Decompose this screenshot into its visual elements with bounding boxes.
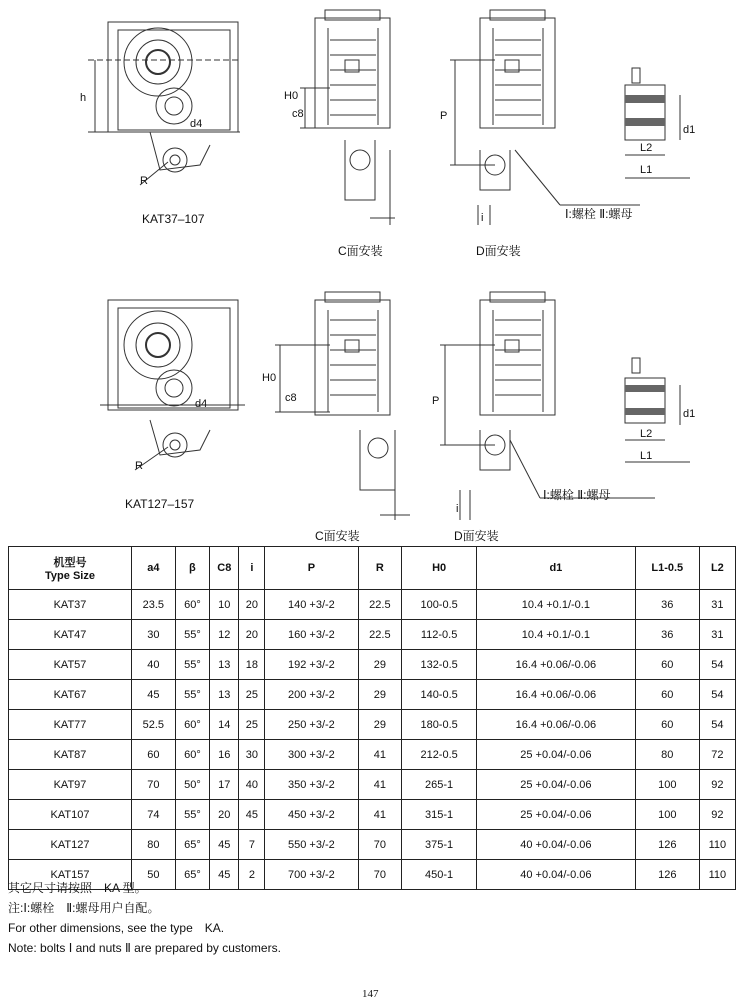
table-cell: 36 xyxy=(635,590,699,620)
table-row xyxy=(9,710,736,740)
table-cell: 200 +3/-2 xyxy=(265,680,358,710)
table-row xyxy=(9,650,736,680)
table-cell: 16.4 +0.06/-0.06 xyxy=(476,710,635,740)
table-cell: 16.4 +0.06/-0.06 xyxy=(476,680,635,710)
table-cell: 110 xyxy=(699,860,735,890)
table-cell: 192 +3/-2 xyxy=(265,650,358,680)
table-row xyxy=(9,680,736,710)
table-cell: 40 +0.04/-0.06 xyxy=(476,830,635,860)
table-cell: 30 xyxy=(132,620,176,650)
table-cell: 132-0.5 xyxy=(402,650,477,680)
table-cell: 29 xyxy=(358,710,402,740)
col-header: i xyxy=(239,547,265,590)
table-cell: 450 +3/-2 xyxy=(265,800,358,830)
col-header: L1-0.5 xyxy=(635,547,699,590)
bolt-note-top: Ⅰ:螺栓 Ⅱ:螺母 xyxy=(565,207,633,221)
c-view-top xyxy=(300,10,395,225)
dim-h0-top: H0 xyxy=(284,90,299,102)
table-cell: 13 xyxy=(210,680,239,710)
dim-l1-top: L1 xyxy=(640,164,653,176)
table-cell: 45 xyxy=(239,800,265,830)
table-cell: 60 xyxy=(635,710,699,740)
table-cell: 29 xyxy=(358,680,402,710)
table-cell: 25 xyxy=(239,680,265,710)
table-cell: 17 xyxy=(210,770,239,800)
col-header: H0 xyxy=(402,547,477,590)
table-cell: 65° xyxy=(175,830,209,860)
dim-r-bottom: R xyxy=(135,460,143,472)
dim-d1-bottom: d1 xyxy=(683,408,696,420)
table-cell: KAT47 xyxy=(9,620,132,650)
table-cell: 41 xyxy=(358,740,402,770)
table-cell: 40 xyxy=(239,770,265,800)
figure-caption-top: KAT37–107 xyxy=(142,212,205,226)
footnotes xyxy=(8,878,281,958)
table-cell: 350 +3/-2 xyxy=(265,770,358,800)
table-cell: 60 xyxy=(132,740,176,770)
table-cell: 70 xyxy=(132,770,176,800)
dim-l2-bottom: L2 xyxy=(640,428,653,440)
table-cell: 54 xyxy=(699,650,735,680)
table-cell: 10.4 +0.1/-0.1 xyxy=(476,590,635,620)
table-cell: 92 xyxy=(699,770,735,800)
table-row xyxy=(9,770,736,800)
table-cell: 25 +0.04/-0.06 xyxy=(476,740,635,770)
table-cell: 140-0.5 xyxy=(402,680,477,710)
table-cell: 25 +0.04/-0.06 xyxy=(476,770,635,800)
table-cell: KAT157 xyxy=(9,860,132,890)
table-cell: 16 xyxy=(210,740,239,770)
table-cell: 140 +3/-2 xyxy=(265,590,358,620)
table-cell: 180-0.5 xyxy=(402,710,477,740)
table-cell: 55° xyxy=(175,620,209,650)
table-cell: 13 xyxy=(210,650,239,680)
table-cell: 70 xyxy=(358,860,402,890)
table-cell: 160 +3/-2 xyxy=(265,620,358,650)
table-cell: 45 xyxy=(132,680,176,710)
table-cell: 40 xyxy=(132,650,176,680)
table-cell: 22.5 xyxy=(358,620,402,650)
table-cell: 50° xyxy=(175,770,209,800)
table-cell: KAT77 xyxy=(9,710,132,740)
table-cell: 60 xyxy=(635,680,699,710)
table-cell: 22.5 xyxy=(358,590,402,620)
dimension-table xyxy=(8,546,736,890)
table-row xyxy=(9,590,736,620)
table-cell: 212-0.5 xyxy=(402,740,477,770)
table-cell: KAT37 xyxy=(9,590,132,620)
table-cell: 100-0.5 xyxy=(402,590,477,620)
dim-h-top: h xyxy=(80,92,87,104)
table-cell: 300 +3/-2 xyxy=(265,740,358,770)
table-cell: 18 xyxy=(239,650,265,680)
note-line: 其它尺寸请按照 KA 型。 xyxy=(8,881,147,895)
table-cell: 55° xyxy=(175,680,209,710)
col-header: P xyxy=(265,547,358,590)
col-header: 机型号 Type Size xyxy=(9,547,132,590)
table-cell: 2 xyxy=(239,860,265,890)
dim-d4-bottom: d4 xyxy=(195,398,208,410)
table-cell: 54 xyxy=(699,680,735,710)
table-cell: 41 xyxy=(358,800,402,830)
table-cell: 80 xyxy=(132,830,176,860)
bolt-note-bottom: Ⅰ:螺栓 Ⅱ:螺母 xyxy=(543,488,611,502)
table-cell: 12 xyxy=(210,620,239,650)
table-cell: KAT107 xyxy=(9,800,132,830)
table-cell: 20 xyxy=(239,590,265,620)
table-cell: 92 xyxy=(699,800,735,830)
col-header: R xyxy=(358,547,402,590)
table-cell: 74 xyxy=(132,800,176,830)
dim-l2-top: L2 xyxy=(640,142,653,154)
table-cell: 20 xyxy=(210,800,239,830)
table-cell: 16.4 +0.06/-0.06 xyxy=(476,650,635,680)
table-cell: 60° xyxy=(175,710,209,740)
table-header-row xyxy=(9,547,736,590)
view-c-label-bottom: C面安装 xyxy=(315,529,360,543)
table-cell: 20 xyxy=(239,620,265,650)
table-cell: 54 xyxy=(699,710,735,740)
table-cell: 31 xyxy=(699,590,735,620)
table-cell: 80 xyxy=(635,740,699,770)
col-header: a4 xyxy=(132,547,176,590)
table-cell: 315-1 xyxy=(402,800,477,830)
table-row xyxy=(9,620,736,650)
c-view-bottom xyxy=(275,292,410,520)
table-cell: 72 xyxy=(699,740,735,770)
table-cell: 60 xyxy=(635,650,699,680)
dim-c8-bottom: c8 xyxy=(285,392,297,404)
view-d-label-bottom: D面安装 xyxy=(454,529,499,543)
table-cell: 36 xyxy=(635,620,699,650)
col-header: C8 xyxy=(210,547,239,590)
view-c-label-top: C面安装 xyxy=(338,244,383,258)
gear-side-view-top xyxy=(88,22,240,185)
table-cell: 100 xyxy=(635,770,699,800)
table-cell: 450-1 xyxy=(402,860,477,890)
table-cell: 60° xyxy=(175,590,209,620)
table-cell: 31 xyxy=(699,620,735,650)
table-cell: KAT67 xyxy=(9,680,132,710)
col-header: β xyxy=(175,547,209,590)
bushing-detail-bottom xyxy=(625,358,690,462)
col-header: d1 xyxy=(476,547,635,590)
table-cell: 52.5 xyxy=(132,710,176,740)
note-line: For other dimensions, see the type KA. xyxy=(8,921,225,935)
table-cell: 30 xyxy=(239,740,265,770)
table-cell: 10.4 +0.1/-0.1 xyxy=(476,620,635,650)
table-row xyxy=(9,800,736,830)
table-cell: KAT127 xyxy=(9,830,132,860)
dim-d4-top: d4 xyxy=(190,118,203,130)
page-number: 147 xyxy=(362,988,379,1000)
table-cell: 45 xyxy=(210,830,239,860)
dim-l1-bottom: L1 xyxy=(640,450,653,462)
note-line: Note: bolts Ⅰ and nuts Ⅱ are prepared by customers. xyxy=(8,941,281,955)
dim-i-bottom: i xyxy=(456,503,459,515)
table-cell: 55° xyxy=(175,650,209,680)
table-cell: 375-1 xyxy=(402,830,477,860)
dim-p-top: P xyxy=(440,110,448,122)
d-view-top xyxy=(450,10,640,225)
dim-d1-top: d1 xyxy=(683,124,696,136)
table-row xyxy=(9,830,736,860)
table-cell: 126 xyxy=(635,830,699,860)
table-cell: 700 +3/-2 xyxy=(265,860,358,890)
table-row xyxy=(9,740,736,770)
table-body xyxy=(9,590,736,890)
table-cell: KAT57 xyxy=(9,650,132,680)
dim-c8-top: c8 xyxy=(292,108,304,120)
note-line: 注:Ⅰ:螺栓 Ⅱ:螺母用户自配。 xyxy=(8,901,160,915)
table-cell: 55° xyxy=(175,800,209,830)
table-cell: 126 xyxy=(635,860,699,890)
table-cell: KAT97 xyxy=(9,770,132,800)
table-cell: KAT87 xyxy=(9,740,132,770)
view-d-label-top: D面安装 xyxy=(476,244,521,258)
table-cell: 110 xyxy=(699,830,735,860)
table-cell: 65° xyxy=(175,860,209,890)
table-cell: 250 +3/-2 xyxy=(265,710,358,740)
bushing-detail-top xyxy=(625,68,690,178)
dim-h0-bottom: H0 xyxy=(262,372,277,384)
table-cell: 45 xyxy=(210,860,239,890)
figure-caption-bottom: KAT127–157 xyxy=(125,497,195,511)
table-cell: 25 xyxy=(239,710,265,740)
table-cell: 50 xyxy=(132,860,176,890)
table-cell: 7 xyxy=(239,830,265,860)
table-cell: 40 +0.04/-0.06 xyxy=(476,860,635,890)
table-cell: 14 xyxy=(210,710,239,740)
table-cell: 25 +0.04/-0.06 xyxy=(476,800,635,830)
dim-i-top: i xyxy=(481,212,484,224)
table-cell: 60° xyxy=(175,740,209,770)
table-cell: 23.5 xyxy=(132,590,176,620)
gear-side-view-bottom xyxy=(100,300,245,470)
table-cell: 265-1 xyxy=(402,770,477,800)
dim-p-bottom: P xyxy=(432,395,440,407)
table-cell: 10 xyxy=(210,590,239,620)
col-header: L2 xyxy=(699,547,735,590)
table-cell: 100 xyxy=(635,800,699,830)
table-cell: 550 +3/-2 xyxy=(265,830,358,860)
table-cell: 70 xyxy=(358,830,402,860)
table-cell: 41 xyxy=(358,770,402,800)
table-cell: 112-0.5 xyxy=(402,620,477,650)
dim-r-top: R xyxy=(140,175,148,187)
table-cell: 29 xyxy=(358,650,402,680)
